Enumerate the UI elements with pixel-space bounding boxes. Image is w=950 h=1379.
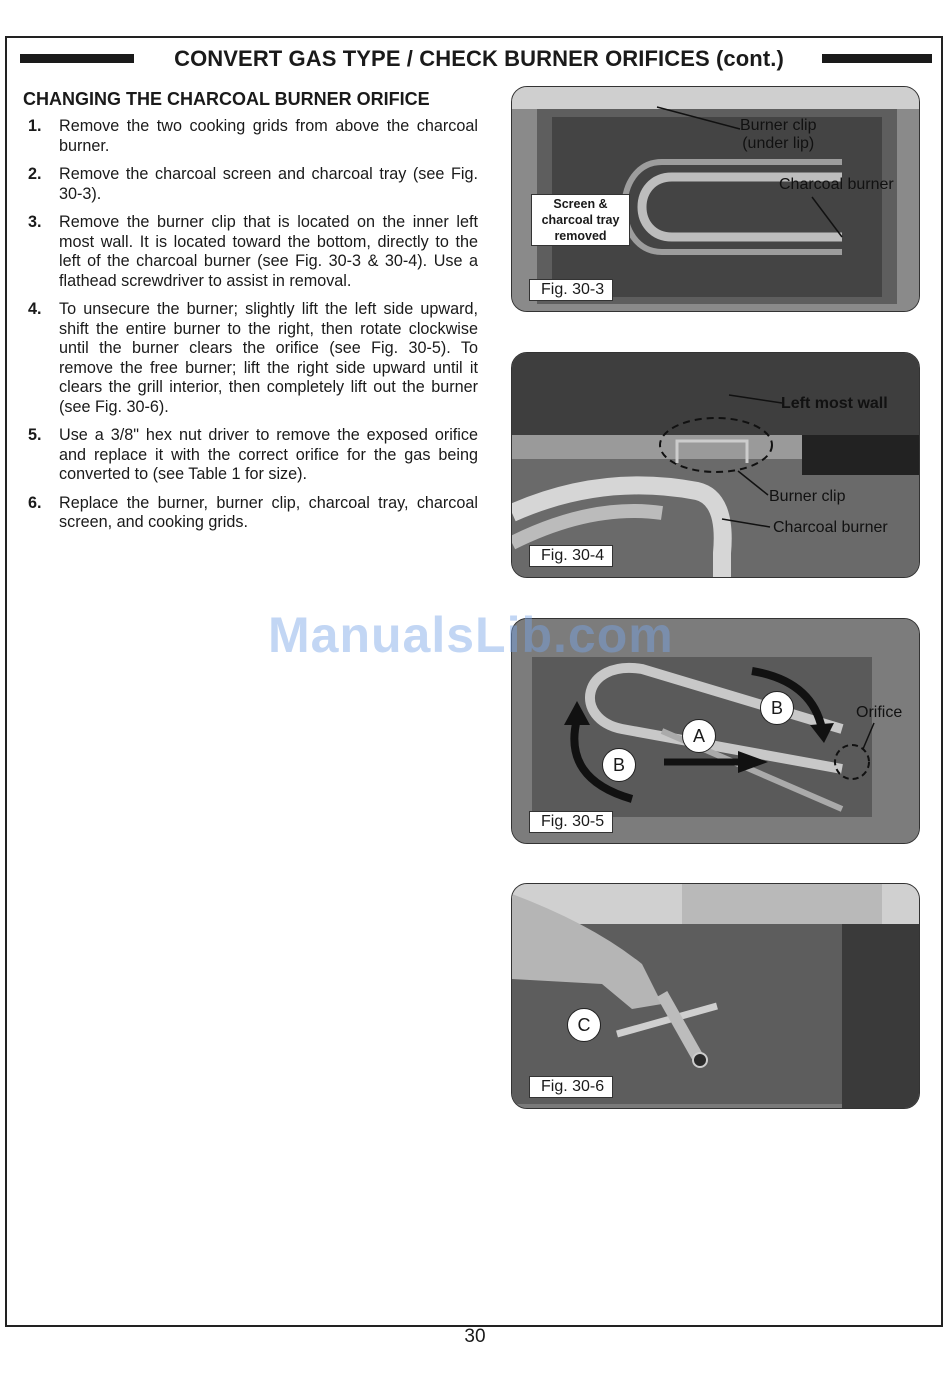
list-item <box>28 426 478 485</box>
list-item <box>28 165 478 204</box>
page-title: CONVERT GAS TYPE / CHECK BURNER ORIFICES (cont.) <box>174 46 784 71</box>
callout-orifice: Orifice <box>856 704 903 721</box>
callout-charcoal-burner: Charcoal burner <box>779 176 894 193</box>
callout-charcoal-burner: Charcoal burner <box>773 519 888 536</box>
callout-left-most-wall: Left most wall <box>781 395 888 412</box>
callout-line: (under lip) <box>742 135 815 152</box>
marker-a: A <box>682 719 716 753</box>
step-text: Remove the burner clip that is located on the inner left most wall. It is located toward the bottom, directly to the left of the charcoal burner (see Fig. 30-3 & 30-4). Use a flathead screwdriver to assist in removal. <box>59 213 478 290</box>
step-number: 6. <box>28 493 42 512</box>
step-number: 3. <box>28 213 42 231</box>
section-heading: CHANGING THE CHARCOAL BURNER ORIFICE <box>23 89 430 109</box>
step-text: Remove the charcoal screen and charcoal tray (see Fig. 30-3). <box>59 165 478 203</box>
figure-30-6 <box>511 883 920 1109</box>
step-number: 5. <box>28 426 42 444</box>
list-item <box>28 300 478 417</box>
step-text: Use a 3/8" hex nut driver to remove the exposed orifice and replace it with the correct orifice for the gas being converted to (see Table 1 for size). <box>59 426 478 483</box>
steps-list <box>28 117 478 542</box>
figure-photo <box>512 353 919 577</box>
figure-label: Fig. 30-3 <box>529 279 613 301</box>
list-item <box>28 213 478 291</box>
figure-30-3 <box>511 86 920 312</box>
list-item <box>28 494 478 533</box>
watermark: ManualsLib.com <box>268 607 674 663</box>
callout-burner-clip <box>740 117 816 153</box>
step-text: Replace the burner, burner clip, charcoal tray, charcoal screen, and cooking grids. <box>59 493 478 531</box>
step-number: 4. <box>28 300 42 318</box>
step-number: 1. <box>28 117 42 135</box>
step-text: To unsecure the burner; slightly lift the left side upward, shift the entire burner to the right, then rotate clockwise until the burner clears the orifice (see Fig. 30-5). To remove the free burner; lift the right side upward until it clears the grill interior, then completely lift out the burner (see Fig. 30-6). <box>59 300 478 416</box>
figure-photo <box>512 884 919 1108</box>
page-number: 30 <box>464 1326 486 1347</box>
callout-line: Burner clip <box>740 117 817 134</box>
step-text: Remove the two cooking grids from above the charcoal burner. <box>59 117 478 155</box>
figure-30-4 <box>511 352 920 578</box>
figure-label: Fig. 30-4 <box>529 545 613 567</box>
title-rule-left <box>20 54 134 63</box>
marker-b: B <box>602 748 636 782</box>
note-screen-removed: Screen & charcoal tray removed <box>531 194 630 246</box>
figure-label: Fig. 30-5 <box>529 811 613 833</box>
marker-c: C <box>567 1008 601 1042</box>
step-number: 2. <box>28 165 42 183</box>
callout-burner-clip: Burner clip <box>769 488 846 505</box>
marker-b: B <box>760 691 794 725</box>
title-rule-right <box>822 54 932 63</box>
figure-label: Fig. 30-6 <box>529 1076 613 1098</box>
list-item <box>28 117 478 156</box>
